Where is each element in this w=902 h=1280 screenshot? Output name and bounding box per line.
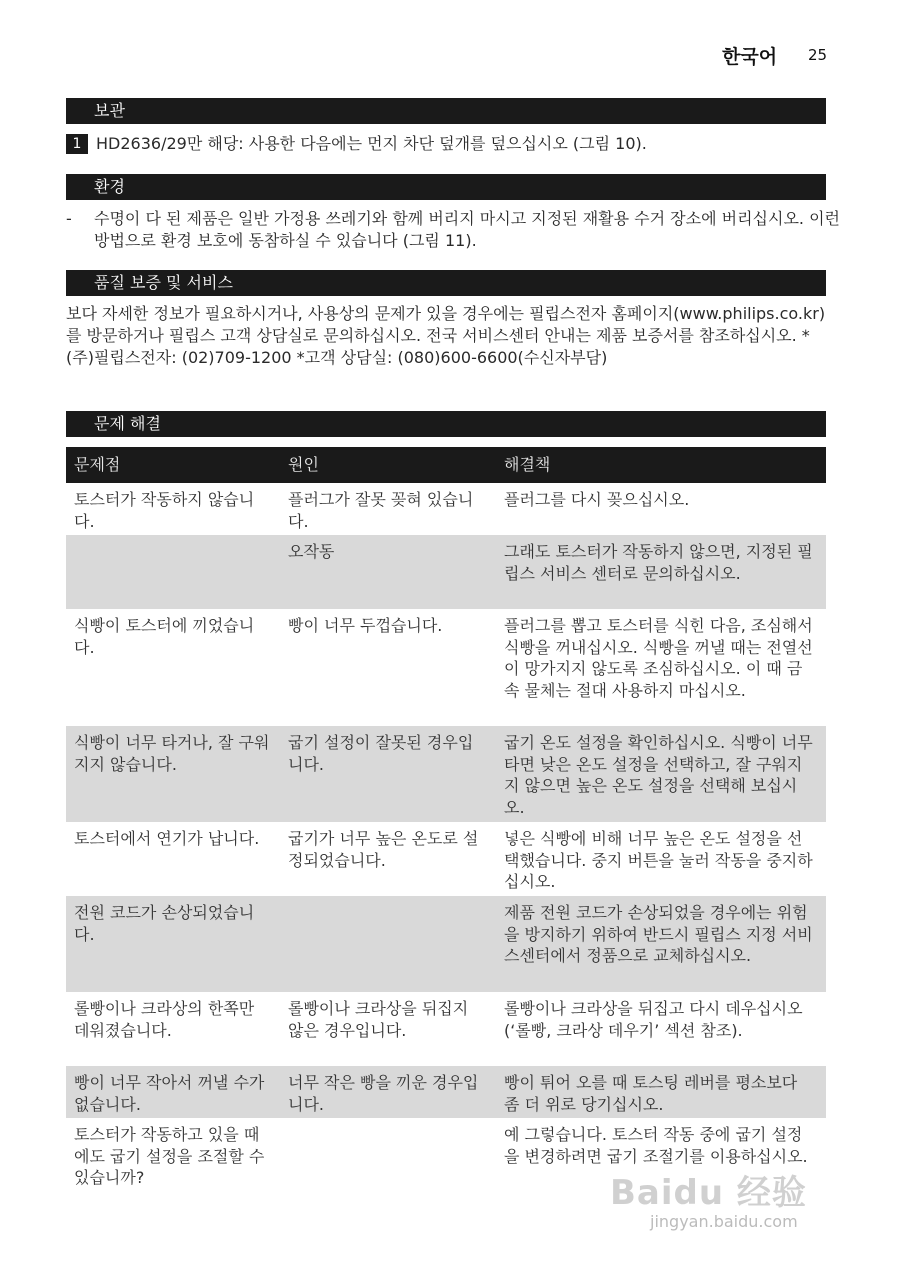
cell-cause: 굽기가 너무 높은 온도로 설정되었습니다. <box>288 829 479 870</box>
cell-solution: 제품 전원 코드가 손상되었을 경우에는 위험을 방지하기 위하여 반드시 필립스 지정 서비스센터에서 정품으로 교체하십시오. <box>504 903 813 965</box>
table-row <box>66 535 826 609</box>
cell-solution: 넣은 식빵에 비해 너무 높은 온도 설정을 선택했습니다. 중지 버튼을 눌러 작동을 중지하십시오. <box>504 829 813 891</box>
table-row <box>66 483 826 535</box>
header-solution: 해결책 <box>504 455 551 474</box>
cell-cause: 롤빵이나 크라상을 뒤집지 않은 경우입니다. <box>288 999 469 1040</box>
page-language: 한국어 <box>722 46 778 68</box>
environment-text: 수명이 다 된 제품은 일반 가정용 쓰레기와 함께 버리지 마시고 지정된 재활용 수거 장소에 버리십시오. 이런 방법으로 환경 보호에 동참하실 수 있습니다 (그림 11). <box>94 209 840 250</box>
cell-problem: 전원 코드가 손상되었습니다. <box>74 903 255 944</box>
cell-cause: 오작동 <box>288 542 335 561</box>
cell-solution: 굽기 온도 설정을 확인하십시오. 식빵이 너무 타면 낮은 온도 설정을 선택하고, 잘 구워지지 않으면 높은 온도 설정을 선택해 보십시오. <box>504 733 813 817</box>
section-title-environment: 환경 <box>66 174 826 200</box>
cell-solution: 플러그를 뽑고 토스터를 식힌 다음, 조심해서 식빵을 꺼내십시오. 식빵을 꺼낼 때는 전열선이 망가지지 않도록 조심하십시오. 이 때 금속 물체는 절대 사용하지 마십시오. <box>504 616 813 700</box>
baidu-watermark-logo: Baidu 经验 <box>610 1173 807 1213</box>
cell-problem: 식빵이 토스터에 끼었습니다. <box>74 616 255 657</box>
table-row <box>66 896 826 992</box>
watermark-url: jingyan.baidu.com <box>650 1212 798 1231</box>
cell-problem: 토스터에서 연기가 납니다. <box>74 829 260 848</box>
section-title-warranty: 품질 보증 및 서비스 <box>66 270 826 296</box>
table-row <box>66 992 826 1066</box>
cell-solution: 빵이 튀어 오를 때 토스팅 레버를 평소보다 좀 더 위로 당기십시오. <box>504 1073 798 1114</box>
table-row <box>66 609 826 726</box>
cell-problem: 식빵이 너무 타거나, 잘 구워지지 않습니다. <box>74 733 270 774</box>
cell-cause: 너무 작은 빵을 끼운 경우입니다. <box>288 1073 479 1114</box>
table-row <box>66 1066 826 1118</box>
cell-problem: 롤빵이나 크라상의 한쪽만 데워졌습니다. <box>74 999 255 1040</box>
step-number-badge: 1 <box>66 134 88 154</box>
header-problem: 문제점 <box>74 455 121 474</box>
cell-cause <box>280 1118 496 1198</box>
section-title-troubleshooting: 문제 해결 <box>66 411 826 437</box>
troubleshooting-table <box>66 447 826 1198</box>
cell-problem: 토스터가 작동하지 않습니다. <box>74 490 255 531</box>
cell-cause: 굽기 설정이 잘못된 경우입니다. <box>288 733 474 774</box>
cell-problem <box>66 535 280 609</box>
cell-problem: 빵이 너무 작아서 꺼낼 수가 없습니다. <box>74 1073 265 1114</box>
cell-solution: 플러그를 다시 꽂으십시오. <box>504 490 690 509</box>
page-number: 25 <box>808 46 828 64</box>
table-header <box>66 447 826 483</box>
cell-cause: 빵이 너무 두껍습니다. <box>288 616 443 635</box>
section-title-storage: 보관 <box>66 98 826 124</box>
storage-step <box>66 133 828 155</box>
cell-cause: 플러그가 잘못 꽂혀 있습니다. <box>288 490 474 531</box>
cell-solution: 롤빵이나 크라상을 뒤집고 다시 데우십시오(‘롤빵, 크라상 데우기’ 섹션 참조). <box>504 999 803 1040</box>
warranty-text: 보다 자세한 정보가 필요하시거나, 사용상의 문제가 있을 경우에는 필립스전자 홈페이지(www.philips.co.kr)를 방문하거나 필립스 고객 상담실로 문의하십시오. 전국 서비스센터 안내는 제품 보증서를 참조하십시오. *(주)필립스전자: (02)709-1200 *고객 상담실: (080)600-6600(수신자부담) <box>66 304 826 367</box>
cell-cause <box>280 896 496 992</box>
cell-solution: 그래도 토스터가 작동하지 않으면, 지정된 필립스 서비스 센터로 문의하십시오. <box>504 542 813 583</box>
list-dash: - <box>66 209 72 228</box>
cell-problem: 토스터가 작동하고 있을 때에도 굽기 설정을 조절할 수 있습니까? <box>74 1125 265 1187</box>
environment-item <box>66 208 856 252</box>
storage-text: HD2636/29만 해당: 사용한 다음에는 먼지 차단 덮개를 덮으십시오 (그림 10). <box>96 134 647 153</box>
table-row <box>66 822 826 896</box>
cell-solution: 예 그렇습니다. 토스터 작동 중에 굽기 설정을 변경하려면 굽기 조절기를 이용하십시오. <box>504 1125 808 1166</box>
header-cause: 원인 <box>288 455 319 474</box>
table-row <box>66 726 826 822</box>
